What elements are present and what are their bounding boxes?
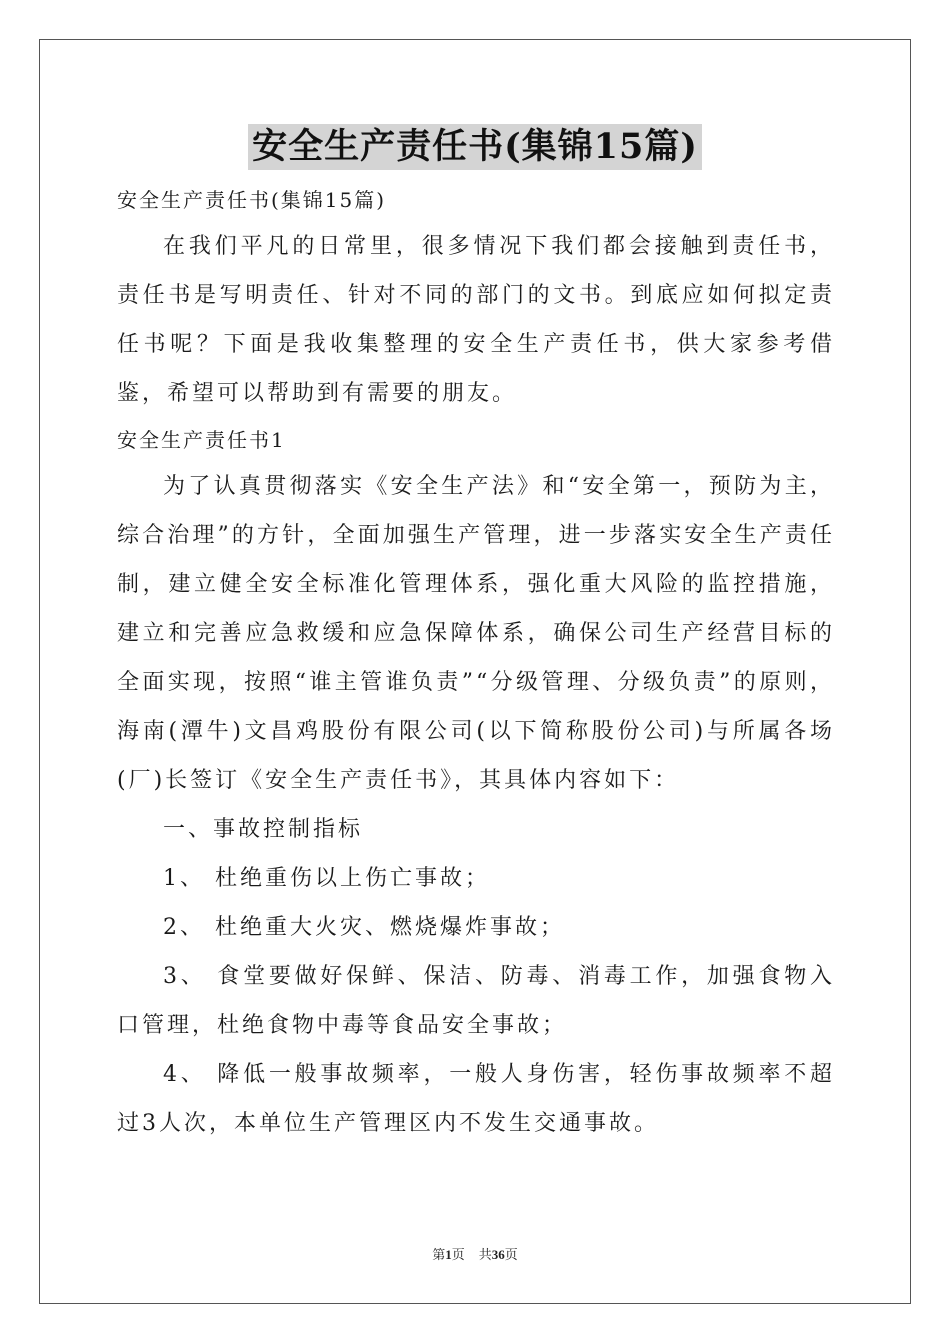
page-prefix: 第 xyxy=(432,1247,446,1262)
document-body xyxy=(117,178,835,1148)
total-prefix: 共 xyxy=(478,1247,492,1262)
page-footer xyxy=(0,1244,950,1263)
section-body-paragraph: 为了认真贯彻落实《安全生产法》和“安全第一，预防为主，综合治理”的方针，全面加强生产管理，进一步落实安全生产责任制，建立健全安全标准化管理体系，强化重大风险的监控措施，建立和完善应急救缓和应急保障体系，确保公司生产经营目标的全面实现，按照“谁主管谁负责”“分级管理、分级负责”的原则，海南(潭牛)文昌鸡股份有限公司(以下简称股份公司)与所属各场(厂)长签订《安全生产责任书》，其具体内容如下： xyxy=(117,474,835,793)
list-item: 2、 杜绝重大火灾、燃烧爆炸事故； xyxy=(163,915,565,940)
page-number: 1 xyxy=(445,1247,452,1262)
title-area xyxy=(0,124,950,170)
list-item: 1、 杜绝重伤以上伤亡事故； xyxy=(163,866,490,891)
document-subtitle: 安全生产责任书(集锦15篇) xyxy=(117,188,387,212)
section-heading: 安全生产责任书1 xyxy=(117,428,286,452)
list-item: 3、 食堂要做好保鲜、保洁、防毒、消毒工作，加强食物入口管理，杜绝食物中毒等食品安全事故； xyxy=(117,964,835,1038)
total-pages: 36 xyxy=(491,1247,505,1262)
total-suffix: 页 xyxy=(504,1247,518,1262)
page-suffix: 页 xyxy=(451,1247,465,1262)
list-item: 4、 降低一般事故频率，一般人身伤害，轻伤事故频率不超过3人次，本单位生产管理区内不发生交通事故。 xyxy=(117,1062,835,1136)
document-title: 安全生产责任书(集锦15篇) xyxy=(248,124,702,170)
intro-paragraph: 在我们平凡的日常里，很多情况下我们都会接触到责任书，责任书是写明责任、针对不同的部门的文书。到底应如何拟定责任书呢？下面是我收集整理的安全生产责任书，供大家参考借鉴，希望可以帮助到有需要的朋友。 xyxy=(117,234,835,406)
sub-heading: 一、事故控制指标 xyxy=(163,817,364,842)
